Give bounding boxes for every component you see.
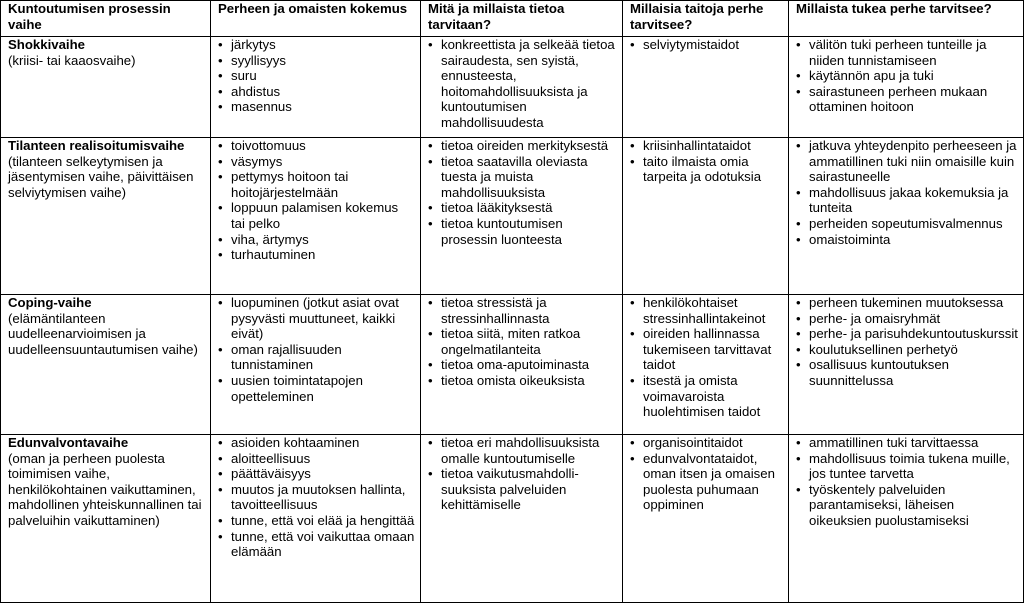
info-list xyxy=(428,295,617,389)
list-item: • konkreettista ja selkeää tietoa sairaudesta, sen syistä, ennusteesta, hoitomahdollisuuksista ja kuntoutumisen mahdollisuudesta xyxy=(428,37,617,131)
header-skills: Millaisia taitoja perhe tarvitsee? xyxy=(623,1,789,37)
phase-name: Tilanteen realisoitumisvaihe xyxy=(8,138,185,153)
list-item: • tietoa omista oikeuksista xyxy=(428,373,617,389)
phase-cell xyxy=(1,295,211,435)
list-item: • tunne, että voi vaikuttaa omaan elämään xyxy=(218,529,415,560)
list-item: • edunvalvontataidot, oman itsen ja omaisen puolesta puhumaan oppiminen xyxy=(630,451,783,513)
header-info: Mitä ja millaista tietoa tarvitaan? xyxy=(421,1,623,37)
list-item: • järkytys xyxy=(218,37,415,53)
list-item: • masennus xyxy=(218,99,415,115)
list-item: • käytännön apu ja tuki xyxy=(796,68,1018,84)
phase-description: (oman ja perheen puolesta toimimisen vaihe, henkilökohtainen vaikuttaminen, mahdollinen yhteiskunnallinen tai palveluihin vaikuttaminen) xyxy=(8,450,202,528)
list-item: • perhe- ja omaisryhmät xyxy=(796,311,1018,327)
list-item: • turhautuminen xyxy=(218,247,415,263)
list-item: • luopuminen (jotkut asiat ovat pysyvästi muuttuneet, kaikki eivät) xyxy=(218,295,415,342)
experience-list xyxy=(218,37,415,115)
table-row xyxy=(1,295,1024,435)
list-item: • välitön tuki perheen tunteille ja niiden tunnistamiseen xyxy=(796,37,1018,68)
list-item: • kriisinhallintataidot xyxy=(630,138,783,154)
list-item: • perheen tukeminen muutoksessa xyxy=(796,295,1018,311)
list-item: • tietoa kuntoutumisen prosessin luonteesta xyxy=(428,216,617,247)
experience-cell xyxy=(211,37,421,138)
list-item: • viha, ärtymys xyxy=(218,232,415,248)
header-phase: Kuntoutumisen prosessin vaihe xyxy=(1,1,211,37)
support-cell xyxy=(789,138,1024,295)
info-cell xyxy=(421,37,623,138)
support-list xyxy=(796,295,1018,389)
list-item: • väsymys xyxy=(218,154,415,170)
list-item: • tietoa saatavilla oleviasta tuesta ja muista mahdollisuuksista xyxy=(428,154,617,201)
list-item: • koulutuksellinen perhetyö xyxy=(796,342,1018,358)
list-item: • muutos ja muutoksen hallinta, tavoitteellisuus xyxy=(218,482,415,513)
list-item: • tunne, että voi elää ja hengittää xyxy=(218,513,415,529)
info-cell xyxy=(421,295,623,435)
skills-list xyxy=(630,37,783,53)
list-item: • tietoa vaikutusmahdolli-suuksista palveluiden kehittämiselle xyxy=(428,466,617,513)
experience-list xyxy=(218,295,415,404)
list-item: • selviytymistaidot xyxy=(630,37,783,53)
list-item: • syyllisyys xyxy=(218,53,415,69)
list-item: • omaistoiminta xyxy=(796,232,1018,248)
phase-description: (elämäntilanteen uudelleenarvioimisen ja uudelleensuuntautumisen vaihe) xyxy=(8,310,198,357)
skills-list xyxy=(630,138,783,185)
phase-name: Coping-vaihe xyxy=(8,295,92,310)
list-item: • osallisuus kuntoutuksen suunnittelussa xyxy=(796,357,1018,388)
support-cell xyxy=(789,37,1024,138)
list-item: • mahdollisuus toimia tukena muille, jos tuntee tarvetta xyxy=(796,451,1018,482)
phase-description: (tilanteen selkeytymisen ja jäsentymisen vaihe, päivittäisen selviytymisen vaihe) xyxy=(8,153,194,200)
phase-cell xyxy=(1,138,211,295)
list-item: • työskentely palveluiden parantamiseksi, läheisen oikeuksien puolustamiseksi xyxy=(796,482,1018,529)
info-cell xyxy=(421,435,623,603)
list-item: • asioiden kohtaaminen xyxy=(218,435,415,451)
list-item: • taito ilmaista omia tarpeita ja odotuksia xyxy=(630,154,783,185)
table-row xyxy=(1,37,1024,138)
skills-cell xyxy=(623,138,789,295)
experience-list xyxy=(218,435,415,560)
skills-list xyxy=(630,435,783,513)
table-body xyxy=(1,37,1024,603)
list-item: • aloitteellisuus xyxy=(218,451,415,467)
table-row xyxy=(1,138,1024,295)
support-list xyxy=(796,435,1018,529)
experience-cell xyxy=(211,435,421,603)
info-cell xyxy=(421,138,623,295)
support-list xyxy=(796,37,1018,115)
header-experience: Perheen ja omaisten kokemus xyxy=(211,1,421,37)
list-item: • tietoa lääkityksestä xyxy=(428,200,617,216)
phase-description: (kriisi- tai kaaosvaihe) xyxy=(8,52,136,68)
list-item: • ammatillinen tuki tarvittaessa xyxy=(796,435,1018,451)
skills-cell xyxy=(623,295,789,435)
list-item: • loppuun palamisen kokemus tai pelko xyxy=(218,200,415,231)
experience-list xyxy=(218,138,415,263)
list-item: • uusien toimintatapojen opetteleminen xyxy=(218,373,415,404)
list-item: • tietoa oma-aputoiminasta xyxy=(428,357,617,373)
skills-list xyxy=(630,295,783,420)
experience-cell xyxy=(211,138,421,295)
list-item: • jatkuva yhteydenpito perheeseen ja ammatillinen tuki niin omaisille kuin sairastuneelle xyxy=(796,138,1018,185)
phase-cell xyxy=(1,37,211,138)
list-item: • perheiden sopeutumisvalmennus xyxy=(796,216,1018,232)
support-list xyxy=(796,138,1018,247)
table-row xyxy=(1,435,1024,603)
list-item: • henkilökohtaiset stressinhallintakeinot xyxy=(630,295,783,326)
skills-cell xyxy=(623,435,789,603)
phase-name: Shokkivaihe xyxy=(8,37,85,52)
list-item: • oman rajallisuuden tunnistaminen xyxy=(218,342,415,373)
info-list xyxy=(428,435,617,513)
list-item: • itsestä ja omista voimavaroista huolehtimisen taidot xyxy=(630,373,783,420)
list-item: • tietoa oireiden merkityksestä xyxy=(428,138,617,154)
list-item: • tietoa siitä, miten ratkoa ongelmatilanteita xyxy=(428,326,617,357)
list-item: • toivottomuus xyxy=(218,138,415,154)
list-item: • perhe- ja parisuhdekuntoutuskurssit xyxy=(796,326,1018,342)
list-item: • ahdistus xyxy=(218,84,415,100)
info-list xyxy=(428,37,617,131)
list-item: • organisointitaidot xyxy=(630,435,783,451)
experience-cell xyxy=(211,295,421,435)
support-cell xyxy=(789,435,1024,603)
list-item: • tietoa stressistä ja stressinhallinnasta xyxy=(428,295,617,326)
list-item: • suru xyxy=(218,68,415,84)
header-row xyxy=(1,1,1024,37)
list-item: • mahdollisuus jakaa kokemuksia ja tunteita xyxy=(796,185,1018,216)
list-item: • päättäväisyys xyxy=(218,466,415,482)
list-item: • sairastuneen perheen mukaan ottaminen hoitoon xyxy=(796,84,1018,115)
phase-cell xyxy=(1,435,211,603)
skills-cell xyxy=(623,37,789,138)
phase-name: Edunvalvontavaihe xyxy=(8,435,129,450)
list-item: • oireiden hallinnassa tukemiseen tarvittavat taidot xyxy=(630,326,783,373)
list-item: • tietoa eri mahdollisuuksista omalle kuntoutumiselle xyxy=(428,435,617,466)
info-list xyxy=(428,138,617,247)
header-support: Millaista tukea perhe tarvitsee? xyxy=(789,1,1024,37)
list-item: • pettymys hoitoon tai hoitojärjestelmään xyxy=(218,169,415,200)
support-cell xyxy=(789,295,1024,435)
